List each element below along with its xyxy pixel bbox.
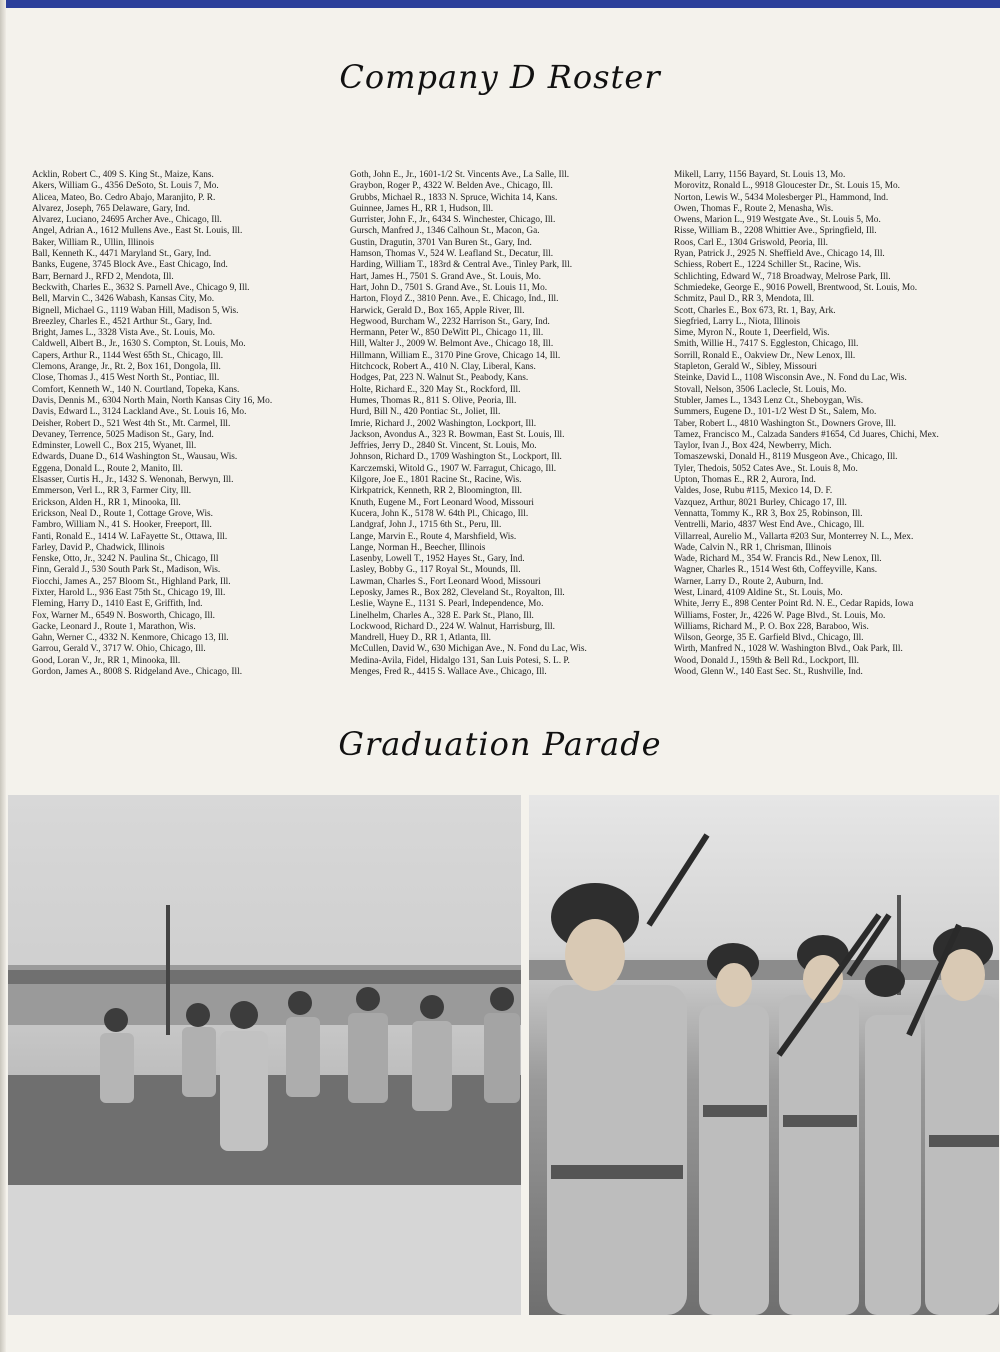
roster-entry: Garrou, Gerald V., 3717 W. Ohio, Chicago, Ill. — [32, 644, 206, 655]
roster-entry: Tamez, Francisco M., Calzada Sanders #1654, Cd Juares, Chichi, Mex. — [674, 429, 939, 440]
roster-entry: McCullen, David W., 630 Michigan Ave., N. Fond du Lac, Wis. — [350, 644, 587, 655]
roster-entry: Ball, Kenneth K., 4471 Maryland St., Gary, Ind. — [32, 249, 212, 260]
roster-entry: Hart, James H., 7501 S. Grand Ave., St. Louis, Mo. — [350, 271, 541, 282]
roster-entry: Summers, Eugene D., 101-1/2 West D St., Salem, Mo. — [674, 407, 877, 418]
roster-entry: Close, Thomas J., 415 West North St., Pontiac, Ill. — [32, 373, 220, 384]
roster-entry: Humes, Thomas R., 811 S. Olive, Peoria, Ill. — [350, 395, 517, 406]
roster-entry: Linelhelm, Charles A., 328 E. Park St., Plano, Ill. — [350, 610, 534, 621]
roster-entry: Kirkpatrick, Kenneth, RR 2, Bloomington, Ill. — [350, 486, 522, 497]
roster-entry: Deisher, Robert D., 521 West 4th St., Mt. Carmel, Ill. — [32, 418, 231, 429]
roster-entry: Davis, Dennis M., 6304 North Main, North Kansas City 16, Mo. — [32, 395, 273, 406]
roster-entry: Medina-Avila, Fidel, Hidalgo 131, San Luis Potesi, S. L. P. — [350, 655, 570, 666]
roster-entry: Fanti, Ronald E., 1414 W. LaFayette St., Ottawa, Ill. — [32, 531, 228, 542]
roster-entry: Owens, Marion L., 919 Westgate Ave., St. Louis 5, Mo. — [674, 215, 881, 226]
roster-entry: Leposky, James R., Box 282, Cleveland St., Royalton, Ill. — [350, 587, 565, 598]
roster-entry: Hitchcock, Robert A., 410 N. Clay, Liberal, Kans. — [350, 362, 536, 373]
roster-entry: Siegfried, Larry L., Niota, Illinois — [674, 316, 800, 327]
roster-entry: Wirth, Manfred N., 1028 W. Washington Blvd., Oak Park, Ill. — [674, 644, 903, 655]
parade-photo-left — [8, 795, 521, 1315]
roster-entry: Baker, William R., Ullin, Illinois — [32, 237, 154, 248]
roster-entry: Gacke, Leonard J., Route 1, Marathon, Wis. — [32, 621, 196, 632]
roster-entry: Villarreal, Aurelio M., Vallarta #203 Sur, Monterrey N. L., Mex. — [674, 531, 914, 542]
roster-entry: Mandrell, Huey D., RR 1, Atlanta, Ill. — [350, 633, 491, 644]
parade-title: Graduation Parade — [338, 725, 662, 763]
roster-entry: Norton, Lewis W., 5434 Molesberger Pl., Hammond, Ind. — [674, 192, 889, 203]
roster-entry: Emmerson, Verl L., RR 3, Farmer City, Ill. — [32, 486, 192, 497]
roster-entry: Edminster, Lowell C., Box 215, Wyanet, Ill. — [32, 441, 197, 452]
roster-entry: Hill, Walter J., 2009 W. Belmont Ave., Chicago 18, Ill. — [350, 339, 554, 350]
roster-entry: Schiess, Robert E., 1224 Schiller St., Racine, Wis. — [674, 260, 861, 271]
roster-entry: Tomaszewski, Donald H., 8119 Musgeon Ave., Chicago, Ill. — [674, 452, 898, 463]
roster-entry: Mikell, Larry, 1156 Bayard, St. Louis 13, Mo. — [674, 170, 846, 180]
roster-entry: Warner, Larry D., Route 2, Auburn, Ind. — [674, 576, 824, 587]
roster-entry: Wade, Calvin N., RR 1, Chrisman, Illinois — [674, 542, 832, 553]
roster-entry: Wade, Richard M., 354 W. Francis Rd., New Lenox, Ill. — [674, 554, 882, 565]
roster-entry: Hart, John D., 7501 S. Grand Ave., St. Louis 11, Mo. — [350, 282, 548, 293]
roster-entry: Devaney, Terrence, 5025 Madison St., Gary, Ind. — [32, 429, 214, 440]
roster-entry: Karczemski, Witold G., 1907 W. Farragut, Chicago, Ill. — [350, 463, 557, 474]
roster-entry: Schmiedeke, George E., 9016 Powell, Brentwood, St. Louis, Mo. — [674, 282, 918, 293]
roster-entry: Hermann, Peter W., 850 DeWitt Pl., Chicago 11, Ill. — [350, 328, 544, 339]
roster-entry: Gurrister, John F., Jr., 6434 S. Winchester, Chicago, Ill. — [350, 215, 556, 226]
roster-entry: Eggena, Donald L., Route 2, Manito, Ill. — [32, 463, 183, 474]
roster-column-1 — [32, 170, 337, 678]
roster-entry: Gordon, James A., 8008 S. Ridgeland Ave., Chicago, Ill. — [32, 667, 243, 678]
roster-entry: Breezley, Charles E., 4521 Arthur St., Gary, Ind. — [32, 316, 213, 327]
roster-entry: Wood, Glenn W., 140 East Sec. St., Rushville, Ind. — [674, 667, 863, 678]
roster-column-3 — [674, 170, 994, 678]
roster-entry: Erickson, Alden H., RR 1, Minooka, Ill. — [32, 497, 181, 508]
roster-entry: Harwick, Gerald D., Box 165, Apple River, Ill. — [350, 305, 525, 316]
roster-entry: Williams, Foster, Jr., 4226 W. Page Blvd., St. Louis, Mo. — [674, 610, 886, 621]
roster-entry: Gursch, Manfred J., 1346 Calhoun St., Macon, Ga. — [350, 226, 540, 237]
roster-entry: Sorrill, Ronald E., Oakview Dr., New Lenox, Ill. — [674, 350, 856, 361]
roster-entry: Taber, Robert L., 4810 Washington St., Downers Grove, Ill. — [674, 418, 896, 429]
roster-entry: Owen, Thomas F., Route 2, Menasha, Wis. — [674, 203, 834, 214]
roster-entry: Lange, Norman H., Beecher, Illinois — [350, 542, 486, 553]
roster-entry: Angel, Adrian A., 1612 Mullens Ave., East St. Louis, Ill. — [32, 226, 243, 237]
roster-entry: Scott, Charles E., Box 673, Rt. 1, Bay, Ark. — [674, 305, 836, 316]
roster-entry: Guinnee, James H., RR 1, Hudson, Ill. — [350, 203, 494, 214]
roster-entry: Stovall, Nelson, 3506 Laclecle, St. Louis, Mo. — [674, 384, 847, 395]
roster-entry: Imrie, Richard J., 2002 Washington, Lockport, Ill. — [350, 418, 537, 429]
roster-entry: Taylor, Ivan J., Box 424, Newberry, Mich. — [674, 441, 832, 452]
roster-entry: Lange, Marvin E., Route 4, Marshfield, Wis. — [350, 531, 517, 542]
roster-entry: Steinke, David L., 1108 Wisconsin Ave., N. Fond du Lac, Wis. — [674, 373, 907, 384]
roster-entry: Ventrelli, Mario, 4837 West End Ave., Chicago, Ill. — [674, 520, 865, 531]
roster-entry: Alicea, Mateo, Bo. Cedro Abajo, Maranjito, P. R. — [32, 192, 216, 203]
roster-entry: Fenske, Otto, Jr., 3242 N. Paulina St., Chicago, Ill — [32, 554, 219, 565]
roster-entry: Stubler, James L., 1343 Lenz Ct., Sheboygan, Wis. — [674, 395, 864, 406]
roster-entry: Risse, William B., 2208 Whittier Ave., Springfield, Ill. — [674, 226, 877, 237]
roster-entry: Hegwood, Burcham W., 2232 Harrison St., Gary, Ind. — [350, 316, 550, 327]
roster-entry: Holte, Richard E., 320 May St., Rockford, Ill. — [350, 384, 521, 395]
roster-entry: Lawman, Charles S., Fort Leonard Wood, Missouri — [350, 576, 541, 587]
roster-entry: Ryan, Patrick J., 2925 N. Sheffield Ave., Chicago 14, Ill. — [674, 249, 885, 260]
roster-entry: Schlichting, Edward W., 718 Broadway, Melrose Park, Ill. — [674, 271, 891, 282]
roster-entry: Grubbs, Michael R., 1833 N. Spruce, Wichita 14, Kans. — [350, 192, 558, 203]
roster-entry: Hillmann, William E., 3170 Pine Grove, Chicago 14, Ill. — [350, 350, 561, 361]
roster-entry: Goth, John E., Jr., 1601-1/2 St. Vincents Ave., La Salle, Ill. — [350, 170, 570, 180]
roster-entry: Harton, Floyd Z., 3810 Penn. Ave., E. Chicago, Ind., Ill. — [350, 294, 559, 305]
roster-entry: Comfort, Kenneth W., 140 N. Courtland, Topeka, Kans. — [32, 384, 240, 395]
roster-entry: Upton, Thomas E., RR 2, Aurora, Ind. — [674, 475, 816, 486]
roster-title: Company D Roster — [339, 58, 661, 96]
roster-entry: Harding, William T., 183rd & Central Ave., Tinley Park, Ill. — [350, 260, 573, 271]
roster-entry: Akers, William G., 4356 DeSoto, St. Louis 7, Mo. — [32, 181, 219, 192]
roster-entry: Menges, Fred R., 4415 S. Wallace Ave., Chicago, Ill. — [350, 667, 547, 678]
parade-photo-right — [529, 795, 999, 1315]
roster-entry: Leslie, Wayne E., 1131 S. Pearl, Independence, Mo. — [350, 599, 544, 610]
roster-entry: Roos, Carl E., 1304 Griswold, Peoria, Ill. — [674, 237, 828, 248]
roster-entry: Elsasser, Curtis H., Jr., 1432 S. Wenonah, Berwyn, Ill. — [32, 475, 234, 486]
roster-entry: Hodges, Pat, 223 N. Walnut St., Peabody, Kans. — [350, 373, 529, 384]
roster-entry: Gahn, Werner C., 4332 N. Kenmore, Chicago 13, Ill. — [32, 633, 229, 644]
roster-entry: Wood, Donald J., 159th & Bell Rd., Lockport, Ill. — [674, 655, 859, 666]
roster-entry: Fambro, William N., 41 S. Hooker, Freeport, Ill. — [32, 520, 212, 531]
roster-entry: Sime, Myron N., Route 1, Deerfield, Wis. — [674, 328, 830, 339]
roster-entry: Erickson, Neal D., Route 1, Cottage Grove, Wis. — [32, 508, 213, 519]
roster-entry: Good, Loran V., Jr., RR 1, Minooka, Ill. — [32, 655, 181, 666]
roster-entry: Hamson, Thomas V., 524 W. Leafland St., Decatur, Ill. — [350, 249, 554, 260]
roster-entry: Acklin, Robert C., 409 S. King St., Maize, Kans. — [32, 170, 214, 180]
roster-entry: West, Linard, 4109 Aldine St., St. Louis, Mo. — [674, 587, 843, 598]
roster-column-2 — [350, 170, 665, 678]
roster-entry: Knuth, Eugene M., Fort Leonard Wood, Missouri — [350, 497, 534, 508]
roster-entry: Bignell, Michael G., 1119 Waban Hill, Madison 5, Wis. — [32, 305, 239, 316]
roster-entry: Capers, Arthur R., 1144 West 65th St., Chicago, Ill. — [32, 350, 224, 361]
roster-entry: Vennatta, Tommy K., RR 3, Box 25, Robinson, Ill. — [674, 508, 863, 519]
roster-entry: Fiocchi, James A., 257 Bloom St., Highland Park, Ill. — [32, 576, 231, 587]
roster-entry: Alvarez, Joseph, 765 Delaware, Gary, Ind. — [32, 203, 190, 214]
roster-entry: Vazquez, Arthur, 8021 Burley, Chicago 17, Ill. — [674, 497, 847, 508]
roster-entry: Tyler, Thedois, 5052 Cates Ave., St. Louis 8, Mo. — [674, 463, 858, 474]
roster-entry: Finn, Gerald J., 530 South Park St., Madison, Wis. — [32, 565, 221, 576]
roster-entry: Alvarez, Luciano, 24695 Archer Ave., Chicago, Ill. — [32, 215, 222, 226]
roster-entry: Graybon, Roger P., 4322 W. Belden Ave., Chicago, Ill. — [350, 181, 553, 192]
roster-entry: Landgraf, John J., 1715 6th St., Peru, Ill. — [350, 520, 502, 531]
roster-entry: Wilson, George, 35 E. Garfield Blvd., Chicago, Ill. — [674, 633, 864, 644]
roster-entry: Clemons, Arange, Jr., Rt. 2, Box 161, Dongola, Ill. — [32, 362, 221, 373]
roster-entry: Stapleton, Gerald W., Sibley, Missouri — [674, 362, 817, 373]
roster-entry: Fixter, Harold L., 936 East 75th St., Chicago 19, Ill. — [32, 587, 226, 598]
roster-entry: Banks, Eugene, 3745 Block Ave., East Chicago, Ind. — [32, 260, 228, 271]
roster-entry: Fleming, Harry D., 1410 East E, Griffith, Ind. — [32, 599, 203, 610]
roster-entry: Kilgore, Joe E., 1801 Racine St., Racine, Wis. — [350, 475, 522, 486]
roster-entry: Johnson, Richard D., 1709 Washington St., Lockport, Ill. — [350, 452, 562, 463]
roster-entry: Kucera, John K., 5178 W. 64th Pl., Chicago, Ill. — [350, 508, 529, 519]
roster-entry: Gustin, Dragutin, 3701 Van Buren St., Gary, Ind. — [350, 237, 532, 248]
roster-entry: Wagner, Charles R., 1514 West 6th, Coffeyville, Kans. — [674, 565, 878, 576]
roster-entry: Farley, David P., Chadwick, Illinois — [32, 542, 165, 553]
roster-entry: Williams, Richard M., P. O. Box 228, Baraboo, Wis. — [674, 621, 869, 632]
roster-entry: White, Jerry E., 898 Center Point Rd. N. E., Cedar Rapids, Iowa — [674, 599, 914, 610]
roster-entry: Jeffries, Jerry D., 2840 St. Vincent, St. Louis, Mo. — [350, 441, 537, 452]
roster-entry: Davis, Edward L., 3124 Lackland Ave., St. Louis 16, Mo. — [32, 407, 247, 418]
top-border — [0, 0, 1000, 8]
roster-entry: Lockwood, Richard D., 224 W. Walnut, Harrisburg, Ill. — [350, 621, 555, 632]
roster-entry: Edwards, Duane D., 614 Washington St., Wausau, Wis. — [32, 452, 238, 463]
roster-entry: Fox, Warner M., 6549 N. Bosworth, Chicago, Ill. — [32, 610, 215, 621]
roster-entry: Barr, Bernard J., RFD 2, Mendota, Ill. — [32, 271, 174, 282]
page-edge — [0, 0, 6, 1352]
roster-entry: Smith, Willie H., 7417 S. Eggleston, Chicago, Ill. — [674, 339, 859, 350]
roster-entry: Caldwell, Albert B., Jr., 1630 S. Compton, St. Louis, Mo. — [32, 339, 246, 350]
roster-entry: Lasley, Bobby G., 117 Royal St., Mounds, Ill. — [350, 565, 521, 576]
roster-entry: Bright, James L., 3328 Vista Ave., St. Louis, Mo. — [32, 328, 215, 339]
roster-entry: Lasenby, Lowell T., 1952 Hayes St., Gary, Ind. — [350, 554, 525, 565]
roster-entry: Valdes, Jose, Rubu #115, Mexico 14, D. F. — [674, 486, 833, 497]
roster-entry: Bell, Marvin C., 3426 Wabash, Kansas City, Mo. — [32, 294, 215, 305]
roster-entry: Beckwith, Charles E., 3632 S. Parnell Ave., Chicago 9, Ill. — [32, 282, 250, 293]
roster-entry: Jackson, Avondus A., 323 R. Bowman, East St. Louis, Ill. — [350, 429, 565, 440]
roster-entry: Hurd, Bill N., 420 Pontiac St., Joliet, Ill. — [350, 407, 501, 418]
roster-entry: Schmitz, Paul D., RR 3, Mendota, Ill. — [674, 294, 814, 305]
roster-entry: Morovitz, Ronald L., 9918 Gloucester Dr., St. Louis 15, Mo. — [674, 181, 900, 192]
